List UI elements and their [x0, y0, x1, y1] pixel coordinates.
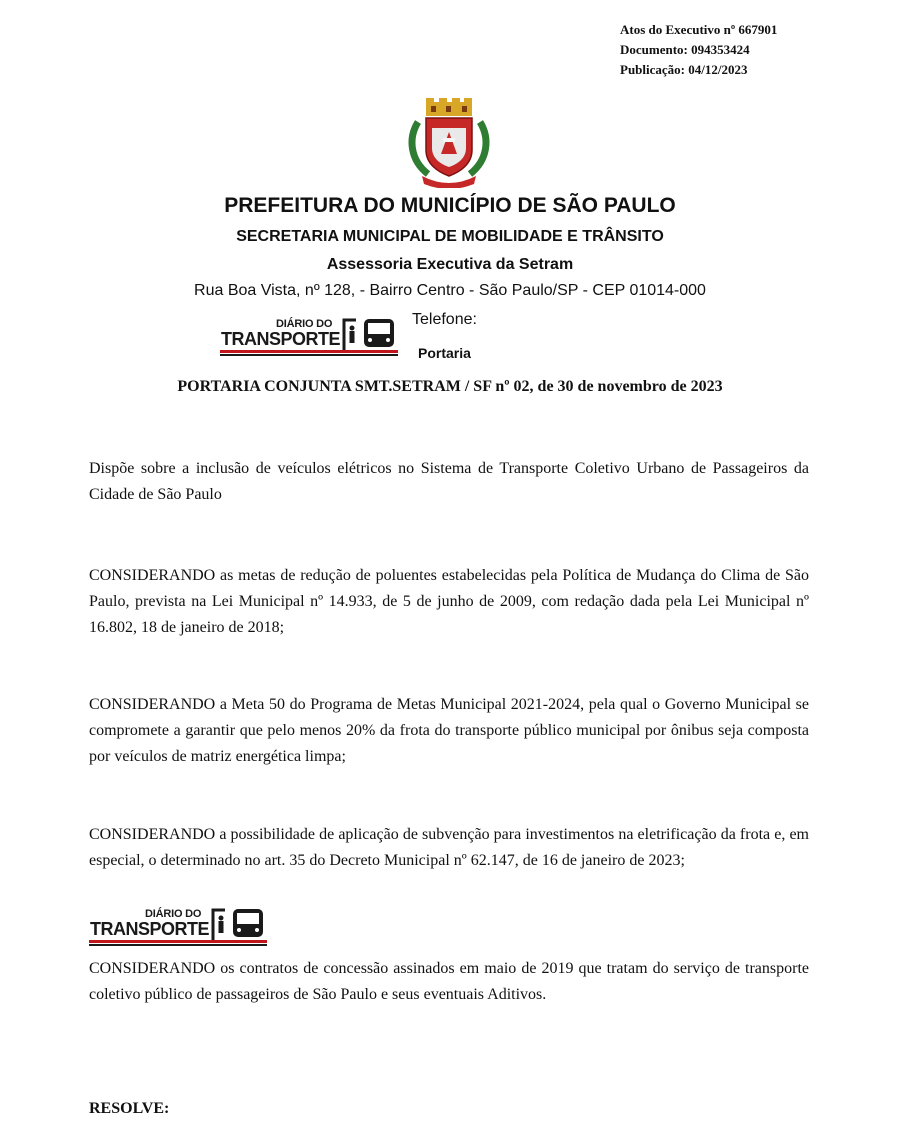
considerando-paragraph-3: CONSIDERANDO a possibilidade de aplicação de subvenção para investimentos na eletrificação da frota e, em especial, o determinado no art. 35 do Decreto Municipal nº 62.147, de 16 de janeiro de 2023; — [89, 826, 809, 869]
acts-number: Atos do Executivo nº 667901 — [620, 22, 778, 37]
portaria-title: PORTARIA CONJUNTA SMT.SETRAM / SF nº 02, de 30 de novembro de 2023 — [177, 378, 723, 395]
ementa-paragraph: Dispõe sobre a inclusão de veículos elétricos no Sistema de Transporte Coletivo Urbano de Passageiros da Cidade de São Paulo — [89, 460, 809, 503]
prefeitura-title: PREFEITURA DO MUNICÍPIO DE SÃO PAULO — [224, 194, 676, 217]
coat-of-arms-icon — [408, 98, 490, 188]
resolve-heading: RESOLVE: — [89, 1100, 170, 1117]
publication-date: Publicação: 04/12/2023 — [620, 62, 748, 77]
address: Rua Boa Vista, nº 128, - Bairro Centro - São Paulo/SP - CEP 01014-000 — [194, 282, 706, 299]
bus-stop-icon — [211, 906, 267, 940]
secretaria-name: SECRETARIA MUNICIPAL DE MOBILIDADE E TRÂNSITO — [236, 228, 664, 245]
considerando-paragraph-1: CONSIDERANDO as metas de redução de poluentes estabelecidas pela Política de Mudança do Clima de São Paulo, prevista na Lei Municipal nº 14.933, de 5 de junho de 2009, com redação dada pela Lei Municipal nº 16.802, 18 de janeiro de 2018; — [89, 567, 809, 636]
assessoria-name: Assessoria Executiva da Setram — [326, 256, 574, 273]
considerando-paragraph-4: CONSIDERANDO os contratos de concessão assinados em maio de 2019 que tratam do serviço de transporte coletivo público de passageiros de São Paulo e seus eventuais Aditivos. — [89, 960, 809, 1003]
watermark-big-text: TRANSPORTE — [90, 919, 210, 939]
diario-do-transporte-watermark-2 — [89, 904, 269, 950]
portaria-label: Portaria — [418, 345, 471, 361]
watermark-small-text: DIÁRIO DO — [145, 908, 202, 920]
watermark-small-text: DIÁRIO DO — [276, 318, 333, 330]
diario-do-transporte-watermark — [220, 314, 400, 360]
publication-meta — [620, 20, 777, 80]
considerando-paragraph-2: CONSIDERANDO a Meta 50 do Programa de Metas Municipal 2021-2024, pela qual o Governo Municipal se compromete a garantir que pelo menos 20% da frota do transporte público municipal por ônibus seja composta por veículos de matriz energética limpa; — [89, 696, 809, 765]
telefone-label: Telefone: — [412, 311, 477, 328]
document-number: Documento: 094353424 — [620, 42, 750, 57]
watermark-big-text: TRANSPORTE — [221, 329, 341, 349]
bus-stop-icon — [342, 316, 398, 350]
